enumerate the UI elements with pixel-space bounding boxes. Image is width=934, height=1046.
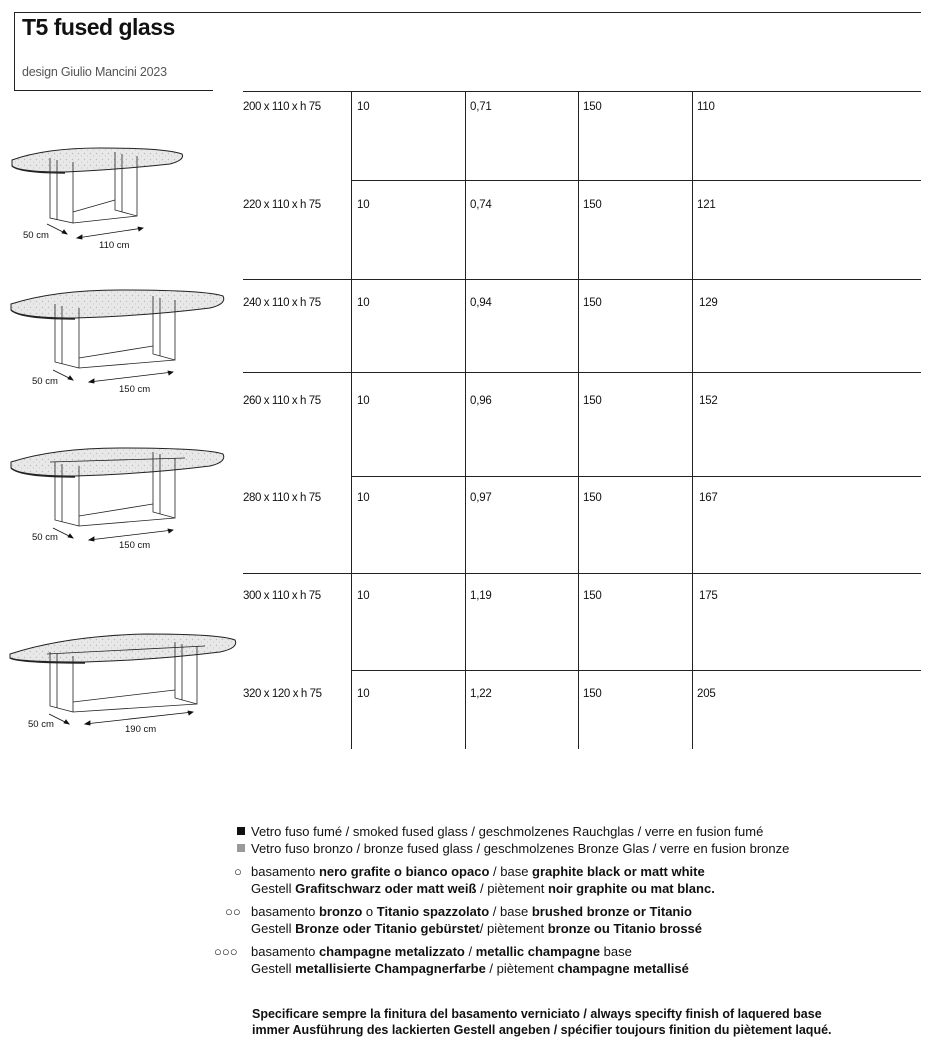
- table-cell: 150: [583, 492, 602, 504]
- width-dimension-label: 150 cm: [119, 384, 151, 395]
- legend-base-2: basamento bronzo o Titanio spazzolato / base brushed bronze or Titanio Gestell Bronze oder Titanio gebürstet/ piètement bronze ou Titanio brossé: [251, 904, 703, 936]
- size-cell: 260 x 110 x h 75: [243, 395, 321, 407]
- depth-dimension-label: 50 cm: [23, 230, 49, 241]
- depth-dimension-label: 50 cm: [32, 532, 58, 543]
- finish-note: Specificare sempre la finitura del basamento verniciato / always specifty finish of laquered base immer Ausführung des lackierten Gestell angeben / spécifier toujours finition du piètement laqué.: [252, 1007, 832, 1037]
- table-column-rule: [578, 91, 579, 749]
- table-cell: 205: [697, 688, 716, 700]
- table-cell: 10: [357, 297, 370, 309]
- size-cell: 200 x 110 x h 75: [243, 101, 321, 113]
- table-cell: 1,19: [470, 590, 492, 602]
- width-dimension-label: 190 cm: [125, 724, 157, 735]
- triple-circle-marker-icon: ○○○: [214, 944, 238, 959]
- table-cell: 150: [583, 199, 602, 211]
- table-cell: 0,96: [470, 395, 492, 407]
- table-cell: 150: [583, 395, 602, 407]
- table-drawing-1: [5, 140, 190, 255]
- legend-glass-bronze: Vetro fuso bronzo / bronze fused glass / geschmolzenes Bronze Glas / verre en fusion bronze: [251, 841, 790, 856]
- table-rule: [243, 91, 921, 92]
- circle-marker-icon: ○: [234, 864, 242, 879]
- depth-dimension-label: 50 cm: [28, 719, 54, 730]
- table-cell: 167: [699, 492, 718, 504]
- table-rule: [243, 279, 921, 280]
- table-cell: 0,74: [470, 199, 492, 211]
- table-cell: 152: [699, 395, 718, 407]
- size-cell: 320 x 120 x h 75: [243, 688, 322, 700]
- table-cell: 150: [583, 590, 602, 602]
- table-cell: 10: [357, 199, 370, 211]
- header-left-rule: [14, 12, 15, 91]
- table-cell: 0,71: [470, 101, 492, 113]
- table-cell: 0,94: [470, 297, 492, 309]
- width-dimension-label: 150 cm: [119, 540, 151, 551]
- table-cell: 121: [697, 199, 716, 211]
- table-rule: [351, 180, 921, 181]
- table-cell: 10: [357, 101, 370, 113]
- size-cell: 220 x 110 x h 75: [243, 199, 321, 211]
- table-drawing-4: [5, 620, 240, 740]
- table-cell: 1,22: [470, 688, 492, 700]
- size-cell: 240 x 110 x h 75: [243, 297, 321, 309]
- table-cell: 110: [697, 101, 715, 113]
- header-bottom-rule: [14, 90, 213, 91]
- table-column-rule: [692, 91, 693, 749]
- black-square-swatch-icon: [237, 827, 245, 835]
- size-cell: 280 x 110 x h 75: [243, 492, 321, 504]
- width-dimension-label: 110 cm: [99, 240, 130, 251]
- depth-dimension-label: 50 cm: [32, 376, 58, 387]
- designer-credit: design Giulio Mancini 2023: [22, 65, 167, 79]
- table-cell: 150: [583, 101, 602, 113]
- size-cell: 300 x 110 x h 75: [243, 590, 321, 602]
- table-cell: 10: [357, 590, 370, 602]
- table-cell: 10: [357, 688, 370, 700]
- table-cell: 10: [357, 395, 370, 407]
- double-circle-marker-icon: ○○: [225, 904, 241, 919]
- table-rule: [243, 573, 921, 574]
- table-cell: 150: [583, 297, 602, 309]
- table-drawing-3: [5, 440, 230, 555]
- grey-square-swatch-icon: [237, 844, 245, 852]
- table-cell: 175: [699, 590, 718, 602]
- header-top-rule: [14, 12, 921, 13]
- table-rule: [351, 476, 921, 477]
- page-title: T5 fused glass: [22, 14, 175, 40]
- table-cell: 129: [699, 297, 718, 309]
- table-cell: 150: [583, 688, 602, 700]
- table-rule: [351, 670, 921, 671]
- legend-base-3: basamento champagne metalizzato / metallic champagne base Gestell metallisierte Champagnerfarbe / piètement champagne metallisé: [251, 944, 689, 976]
- table-cell: 0,97: [470, 492, 492, 504]
- table-rule: [243, 372, 921, 373]
- table-column-rule: [465, 91, 466, 749]
- table-cell: 10: [357, 492, 370, 504]
- table-column-rule: [351, 91, 352, 749]
- legend-base-1: basamento nero grafite o bianco opaco / base graphite black or matt white Gestell Grafitschwarz oder matt weiß / piètement noir graphite ou mat blanc.: [251, 864, 715, 896]
- table-drawing-2: [5, 282, 230, 397]
- legend-glass-fume: Vetro fuso fumé / smoked fused glass / geschmolzenes Rauchglas / verre en fusion fumé: [251, 824, 764, 839]
